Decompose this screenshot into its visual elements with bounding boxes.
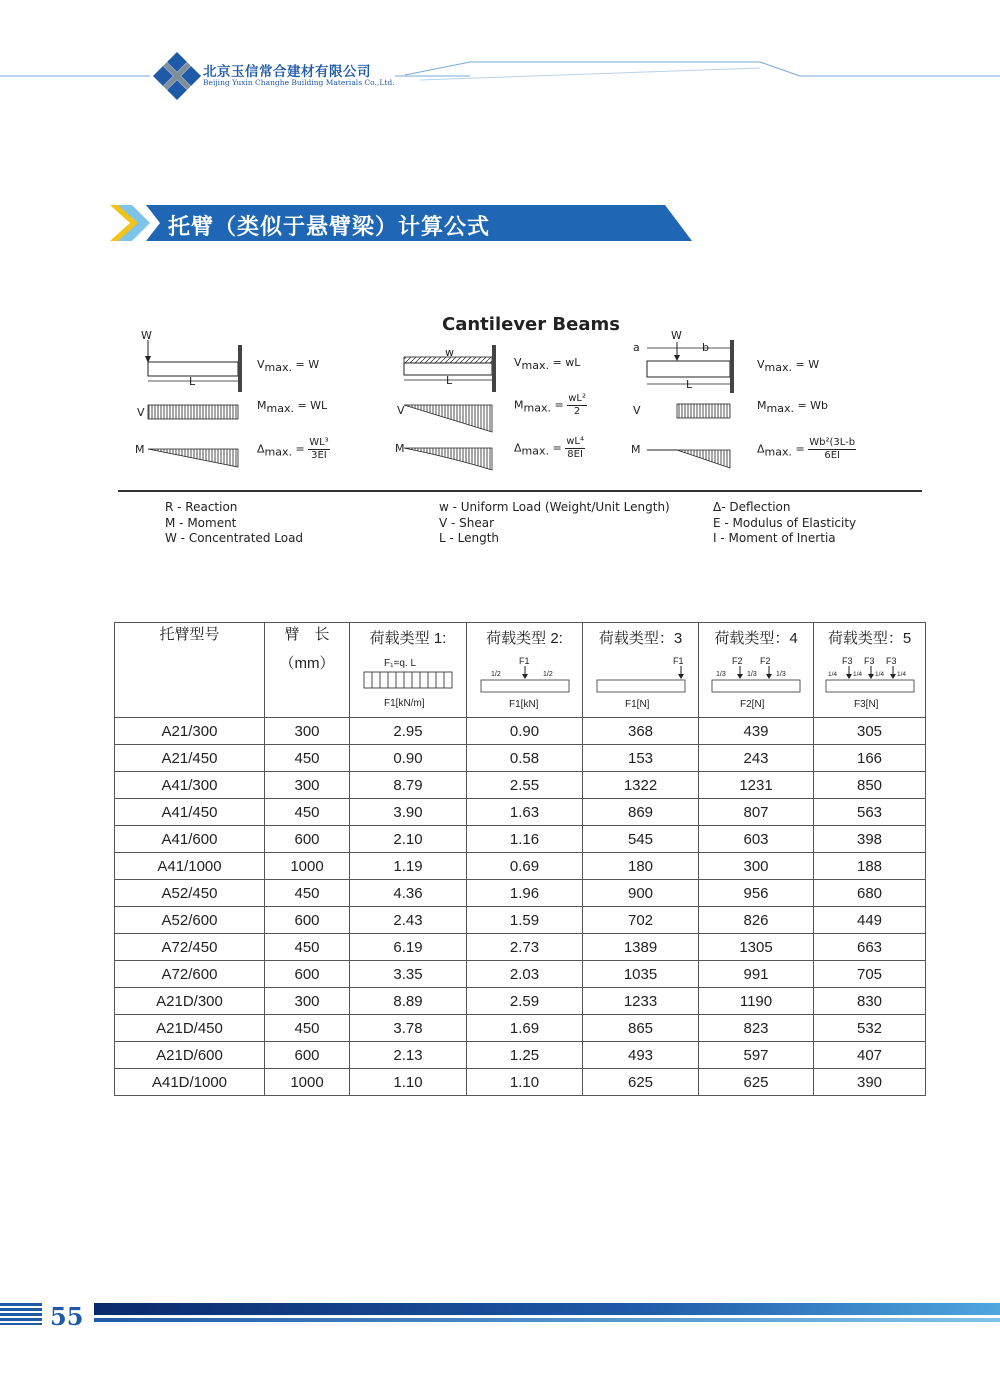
- load-value-cell: 493: [583, 1042, 699, 1069]
- case2-shear-label: V: [397, 404, 405, 417]
- load-value-cell: 991: [699, 961, 814, 988]
- company-logo: [153, 52, 201, 100]
- load-value-cell: 625: [583, 1069, 699, 1096]
- legend-item: L - Length: [439, 531, 500, 545]
- case2-mmax-formula: $M_{max.}$ = $\frac{\text{wL²}}{2}$: [514, 393, 586, 417]
- case3-shear-label: V: [633, 404, 641, 417]
- load-value-cell: 597: [699, 1042, 814, 1069]
- svg-text:1/4: 1/4: [827, 671, 837, 678]
- svg-text:F2[N]: F2[N]: [740, 699, 765, 710]
- svg-text:F2: F2: [760, 656, 771, 666]
- load-value-cell: 826: [699, 907, 814, 934]
- load-value-cell: 545: [583, 826, 699, 853]
- case3-a-label: a: [633, 341, 640, 354]
- svg-text:F2: F2: [732, 656, 743, 666]
- legend-item: Δ- Deflection: [713, 500, 791, 514]
- svg-text:1/2: 1/2: [490, 671, 501, 678]
- case3-length-label: L: [686, 378, 693, 391]
- load-value-cell: 603: [699, 826, 814, 853]
- case1-length-label: L: [189, 375, 196, 388]
- table-row: [115, 1015, 926, 1042]
- load-value-cell: 823: [699, 1015, 814, 1042]
- load5-sketch-icon: [824, 652, 916, 710]
- load-value-cell: 900: [583, 880, 699, 907]
- load-value-cell: 2.95: [350, 718, 467, 745]
- case3-mmax-formula: $M_{max.} = Wb$: [757, 399, 829, 415]
- table-row: [115, 772, 926, 799]
- model-cell: A41/300: [115, 772, 265, 799]
- table-row: [115, 880, 926, 907]
- table-header-row: [115, 623, 926, 718]
- load-value-cell: 830: [814, 988, 926, 1015]
- load-value-cell: 1233: [583, 988, 699, 1015]
- load-value-cell: 368: [583, 718, 699, 745]
- model-cell: A21D/300: [115, 988, 265, 1015]
- legend-column-2: [439, 500, 670, 547]
- case3-diagram: [630, 330, 745, 475]
- svg-text:1/3: 1/3: [747, 671, 757, 678]
- length-cell: 1000: [265, 1069, 350, 1096]
- load-value-cell: 956: [699, 880, 814, 907]
- load-value-cell: 532: [814, 1015, 926, 1042]
- load-value-cell: 0.90: [467, 718, 583, 745]
- table-row: [115, 1069, 926, 1096]
- svg-text:F1[N]: F1[N]: [624, 699, 649, 710]
- load-value-cell: 869: [583, 799, 699, 826]
- load1-sketch-icon: [362, 652, 454, 710]
- load-value-cell: 390: [814, 1069, 926, 1096]
- load-value-cell: 563: [814, 799, 926, 826]
- case2-load-label: w: [445, 346, 454, 359]
- svg-text:1/3: 1/3: [716, 671, 726, 678]
- load-value-cell: 153: [583, 745, 699, 772]
- length-cell: 450: [265, 1015, 350, 1042]
- load-value-cell: 8.79: [350, 772, 467, 799]
- svg-text:F3[N]: F3[N]: [853, 699, 878, 710]
- company-name-en: Beijing Yuxin Changhe Building Materials Co.,Ltd.: [203, 78, 395, 87]
- model-cell: A21D/600: [115, 1042, 265, 1069]
- length-cell: 600: [265, 907, 350, 934]
- svg-text:F1: F1: [672, 656, 684, 666]
- load-value-cell: 2.03: [467, 961, 583, 988]
- length-cell: 600: [265, 1042, 350, 1069]
- model-cell: A21D/450: [115, 1015, 265, 1042]
- case2-vmax-formula: $V_{max.}$ = wL: [514, 356, 581, 372]
- load-capacity-table: [114, 622, 926, 1096]
- load3-sketch-icon: [595, 652, 687, 710]
- legend-item: E - Modulus of Elasticity: [713, 515, 857, 530]
- table-row: [115, 907, 926, 934]
- svg-text:F1[kN]: F1[kN]: [508, 699, 538, 710]
- table-row: [115, 934, 926, 961]
- load-value-cell: 1389: [583, 934, 699, 961]
- header-load-type-3: 荷载类型：3 F1 F1[N]: [583, 623, 699, 718]
- header-load-type-1: 荷载类型 1: F₁=q. L F1[kN/m]: [350, 623, 467, 718]
- legend-column-3: [713, 500, 856, 547]
- load-value-cell: 0.69: [467, 853, 583, 880]
- length-cell: 600: [265, 961, 350, 988]
- load-value-cell: 449: [814, 907, 926, 934]
- load-value-cell: 2.13: [350, 1042, 467, 1069]
- load-value-cell: 1190: [699, 988, 814, 1015]
- load-value-cell: 625: [699, 1069, 814, 1096]
- length-cell: 450: [265, 745, 350, 772]
- svg-text:1/3: 1/3: [776, 671, 786, 678]
- load-value-cell: 702: [583, 907, 699, 934]
- header-load-type-4: 荷载类型：4 F2 F2 1/3 1/3 1/3 F2[N]: [699, 623, 814, 718]
- length-cell: 1000: [265, 853, 350, 880]
- length-cell: 450: [265, 880, 350, 907]
- model-cell: A41/1000: [115, 853, 265, 880]
- table-row: [115, 718, 926, 745]
- load-value-cell: 1.25: [467, 1042, 583, 1069]
- load-value-cell: 1.10: [467, 1069, 583, 1096]
- svg-text:1/2: 1/2: [542, 671, 553, 678]
- load-value-cell: 0.58: [467, 745, 583, 772]
- header-load-type-2: 荷载类型 2: F1 1/2 1/2 F1[kN]: [467, 623, 583, 718]
- case3-load-label: W: [671, 329, 682, 342]
- section-title: 托臂（类似于悬臂梁）计算公式: [168, 215, 491, 240]
- case1-load-label: W: [141, 329, 152, 342]
- load-value-cell: 1305: [699, 934, 814, 961]
- page-number: 55: [50, 1302, 84, 1331]
- load-value-cell: 2.55: [467, 772, 583, 799]
- header-rule-lines: [0, 50, 1000, 100]
- model-cell: A72/450: [115, 934, 265, 961]
- svg-text:1/4: 1/4: [874, 671, 884, 678]
- load-value-cell: 2.59: [467, 988, 583, 1015]
- length-cell: 300: [265, 772, 350, 799]
- case1-diagram: [130, 325, 250, 475]
- case1-moment-label: M: [135, 443, 145, 456]
- model-cell: A41/600: [115, 826, 265, 853]
- model-cell: A41D/1000: [115, 1069, 265, 1096]
- load-value-cell: 1.10: [350, 1069, 467, 1096]
- length-cell: 450: [265, 799, 350, 826]
- load-value-cell: 3.35: [350, 961, 467, 988]
- table-row: [115, 853, 926, 880]
- length-cell: 300: [265, 718, 350, 745]
- case2-diagram: [393, 340, 508, 475]
- case3-b-label: b: [702, 341, 709, 354]
- table-row: [115, 799, 926, 826]
- load-value-cell: 1.69: [467, 1015, 583, 1042]
- svg-text:F3: F3: [885, 656, 897, 666]
- model-cell: A41/450: [115, 799, 265, 826]
- model-cell: A52/600: [115, 907, 265, 934]
- footer-thin-bar: [94, 1318, 1000, 1322]
- case1-shear-label: V: [137, 406, 145, 419]
- table-body: [115, 718, 926, 1096]
- load-value-cell: 398: [814, 826, 926, 853]
- case1-vmax-formula: $V_{max.} = W$: [257, 358, 320, 374]
- model-cell: A72/600: [115, 961, 265, 988]
- load-value-cell: 850: [814, 772, 926, 799]
- model-cell: A52/450: [115, 880, 265, 907]
- load-value-cell: 180: [583, 853, 699, 880]
- load-value-cell: 2.73: [467, 934, 583, 961]
- svg-text:1/4: 1/4: [896, 671, 906, 678]
- load-value-cell: 188: [814, 853, 926, 880]
- table-row: [115, 1042, 926, 1069]
- case2-moment-label: M: [395, 442, 405, 455]
- legend-item: V - Shear: [439, 515, 495, 530]
- company-name-cn: 北京玉信常合建材有限公司: [203, 64, 371, 80]
- load-value-cell: 439: [699, 718, 814, 745]
- load-value-cell: 8.89: [350, 988, 467, 1015]
- figure-divider: [118, 490, 922, 492]
- legend-item: W - Concentrated Load: [165, 531, 304, 545]
- load-value-cell: 2.43: [350, 907, 467, 934]
- legend-item: w - Uniform Load (Weight/Unit Length): [439, 500, 670, 514]
- legend-item: I - Moment of Inertia: [713, 531, 836, 545]
- svg-text:F1[kN/m]: F1[kN/m]: [384, 698, 425, 709]
- load-value-cell: 1.19: [350, 853, 467, 880]
- length-cell: 450: [265, 934, 350, 961]
- case3-vmax-formula: $V_{max.} = W$: [757, 358, 820, 374]
- load-value-cell: 1322: [583, 772, 699, 799]
- svg-text:F3: F3: [841, 656, 853, 666]
- load-value-cell: 3.78: [350, 1015, 467, 1042]
- load-value-cell: 166: [814, 745, 926, 772]
- load-value-cell: 1.16: [467, 826, 583, 853]
- svg-text:F₁=q. L: F₁=q. L: [384, 658, 417, 669]
- table-row: [115, 745, 926, 772]
- load-value-cell: 300: [699, 853, 814, 880]
- case1-dmax-formula: $\Delta_{max.}$ = $\frac{\text{WL³}}{3EI}$: [257, 437, 329, 461]
- load-value-cell: 305: [814, 718, 926, 745]
- load-value-cell: 865: [583, 1015, 699, 1042]
- load-value-cell: 680: [814, 880, 926, 907]
- load-value-cell: 663: [814, 934, 926, 961]
- load-value-cell: 1035: [583, 961, 699, 988]
- load-value-cell: 705: [814, 961, 926, 988]
- load-value-cell: 3.90: [350, 799, 467, 826]
- header-length: 臂 长 （mm）: [265, 623, 350, 718]
- case2-length-label: L: [446, 374, 453, 387]
- legend-item: M - Moment: [165, 515, 237, 530]
- legend-item: R - Reaction: [165, 500, 238, 514]
- load-value-cell: 1.96: [467, 880, 583, 907]
- load-value-cell: 4.36: [350, 880, 467, 907]
- case3-dmax-formula: $\Delta_{max.}$ = $\frac{\text{Wb²(3L-b}}{6EI}$: [757, 437, 856, 461]
- table-row: [115, 988, 926, 1015]
- header-load-type-5: 荷载类型：5 F3 F3 F3 1/4 1/4 1/4 1/4 F3[N]: [814, 623, 926, 718]
- load-value-cell: 243: [699, 745, 814, 772]
- load4-sketch-icon: [710, 652, 802, 710]
- load-value-cell: 807: [699, 799, 814, 826]
- svg-text:F3: F3: [863, 656, 875, 666]
- load-value-cell: 6.19: [350, 934, 467, 961]
- svg-text:F1: F1: [518, 656, 530, 666]
- table-row: [115, 961, 926, 988]
- case1-mmax-formula: $M_{max.}$ = WL: [257, 399, 328, 415]
- case2-dmax-formula: $\Delta_{max.}$ = $\frac{\text{wL⁴}}{8EI}$: [514, 436, 584, 460]
- load-value-cell: 1.59: [467, 907, 583, 934]
- load-value-cell: 407: [814, 1042, 926, 1069]
- length-cell: 300: [265, 988, 350, 1015]
- header-model: 托臂型号: [115, 623, 265, 718]
- figure-title: Cantilever Beams: [442, 314, 620, 335]
- case3-moment-label: M: [631, 443, 641, 456]
- legend-column-1: [165, 500, 303, 547]
- model-cell: A21/450: [115, 745, 265, 772]
- load2-sketch-icon: [479, 652, 571, 710]
- footer-bar: [94, 1303, 1000, 1315]
- model-cell: A21/300: [115, 718, 265, 745]
- footer-stripe-left: [0, 1303, 42, 1325]
- length-cell: 600: [265, 826, 350, 853]
- svg-text:1/4: 1/4: [852, 671, 862, 678]
- load-value-cell: 1.63: [467, 799, 583, 826]
- load-value-cell: 2.10: [350, 826, 467, 853]
- table-row: [115, 826, 926, 853]
- load-value-cell: 0.90: [350, 745, 467, 772]
- load-value-cell: 1231: [699, 772, 814, 799]
